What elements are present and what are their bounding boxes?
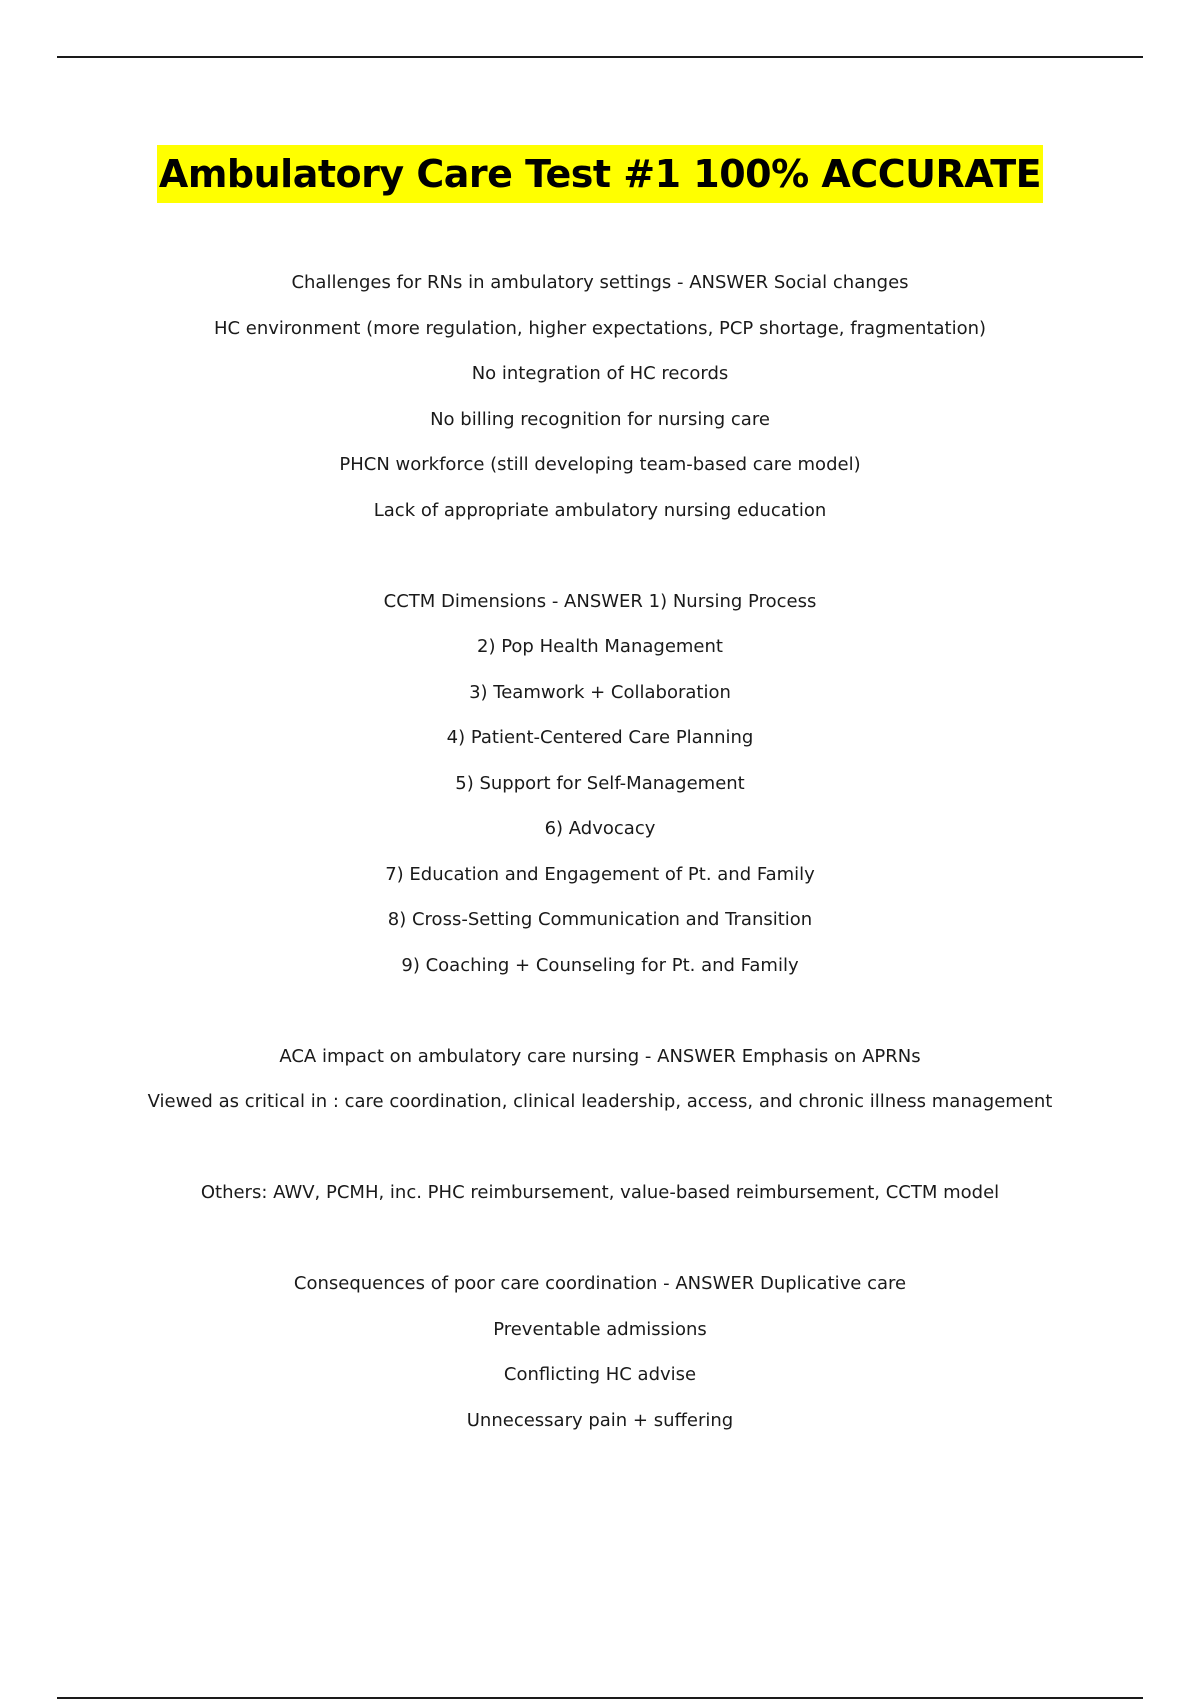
top-rule xyxy=(57,56,1143,58)
section-spacer xyxy=(0,1125,1200,1171)
answer-line: No billing recognition for nursing care xyxy=(430,408,770,430)
answer-line: No integration of HC records xyxy=(471,363,729,384)
qa-question-line: Consequences of poor care coordination - ANSWER Duplicative care xyxy=(293,1273,907,1294)
title-container xyxy=(0,145,1200,203)
answer-line: 7) Education and Engagement of Pt. and Family xyxy=(385,863,815,885)
answer-line: HC environment (more regulation, higher expectations, PCP shortage, fragmentation) xyxy=(213,317,987,339)
document-title: Ambulatory Care Test #1 100% ACCURATE xyxy=(157,145,1043,203)
answer-line: PHCN workforce (still developing team-based care model) xyxy=(339,454,861,475)
qa-question-line: CCTM Dimensions - ANSWER 1) Nursing Process xyxy=(383,590,817,612)
answer-line: Unnecessary pain + suffering xyxy=(466,1409,734,1431)
bottom-rule xyxy=(57,1697,1143,1699)
answer-line: 9) Coaching + Counseling for Pt. and Family xyxy=(401,954,799,976)
section-spacer xyxy=(0,1216,1200,1262)
answer-line: 4) Patient-Centered Care Planning xyxy=(446,727,754,748)
answer-line: Preventable admissions xyxy=(493,1318,707,1340)
answer-line: Lack of appropriate ambulatory nursing education xyxy=(373,499,827,521)
qa-question-line: ACA impact on ambulatory care nursing - ANSWER Emphasis on APRNs xyxy=(279,1045,921,1067)
answer-line: 6) Advocacy xyxy=(544,818,656,839)
qa-question-line: Challenges for RNs in ambulatory settings - ANSWER Social changes xyxy=(291,272,909,293)
answer-line: Others: AWV, PCMH, inc. PHC reimbursement, value-based reimbursement, CCTM model xyxy=(200,1182,1000,1203)
answer-line: Conflicting HC advise xyxy=(503,1364,697,1385)
answer-line: 3) Teamwork + Collaboration xyxy=(469,681,731,703)
answer-line: 2) Pop Health Management xyxy=(477,636,723,657)
answer-line: 5) Support for Self-Management xyxy=(455,772,745,794)
answer-line: Viewed as critical in : care coordination, clinical leadership, access, and chronic illness management xyxy=(147,1091,1053,1112)
section-spacer xyxy=(0,533,1200,579)
answer-line: 8) Cross-Setting Communication and Transition xyxy=(387,909,813,930)
document-body xyxy=(0,260,1200,1443)
section-spacer xyxy=(0,988,1200,1034)
